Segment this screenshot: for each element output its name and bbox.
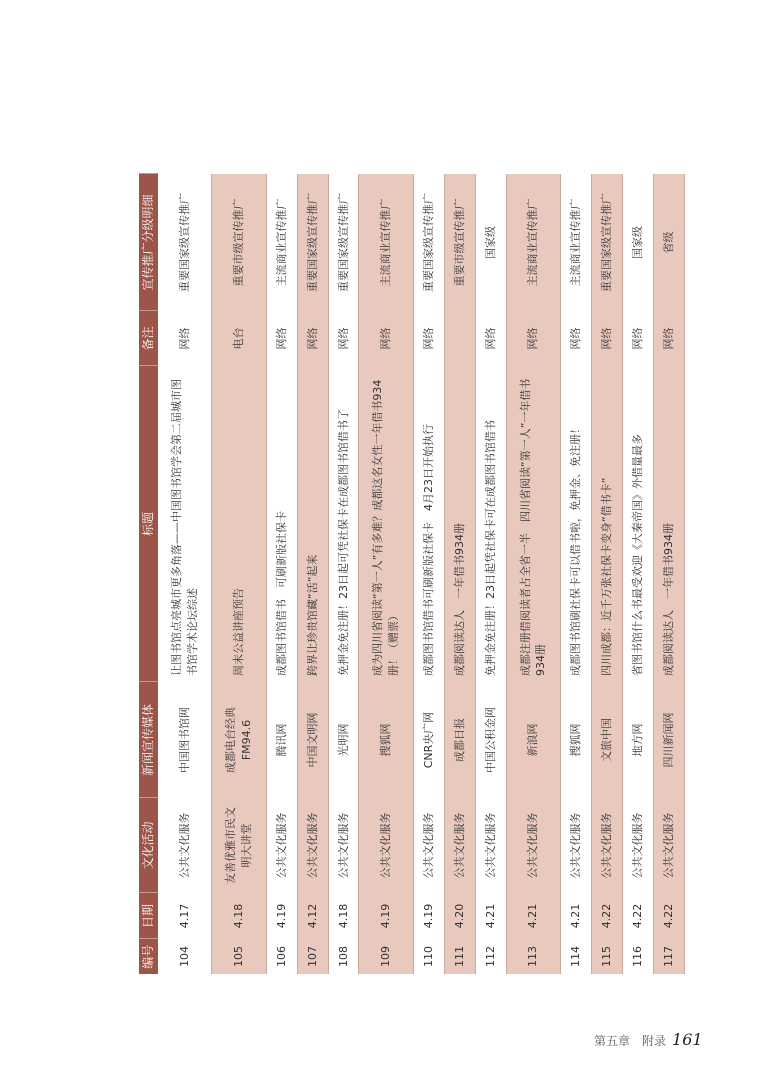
cell-no: 116 — [623, 939, 654, 974]
cell-activity: 公共文化服务 — [413, 798, 444, 893]
cell-activity: 公共文化服务 — [266, 798, 297, 893]
cell-title: 让图书馆点亮城市更多角落——中国图书馆学会第二届城市图书馆学术论坛综述 — [158, 366, 212, 682]
cell-level: 主流商业宣传推广 — [561, 174, 592, 311]
cell-media: 中国文明网 — [297, 682, 328, 798]
cell-title: 成都图书馆借书可刷新版社保卡 4月23日开始执行 — [413, 366, 444, 682]
col-header: 日期 — [139, 893, 158, 939]
cell-activity: 公共文化服务 — [653, 798, 684, 893]
cell-note: 网络 — [653, 311, 684, 366]
cell-level: 重要市级宣传推广 — [444, 174, 475, 311]
cell-media: 文旅中国 — [592, 682, 623, 798]
col-header: 文化活动 — [139, 798, 158, 893]
cell-no: 104 — [158, 939, 212, 974]
page-number: 161 — [672, 1030, 703, 1049]
cell-level: 重要国家级宣传推广 — [297, 174, 328, 311]
cell-no: 109 — [359, 939, 413, 974]
cell-media: 成都电台经典FM94.6 — [212, 682, 266, 798]
cell-media: 腾讯网 — [266, 682, 297, 798]
cell-title: 免押金免注册！23日起凭社保卡可在成都图书馆借书 — [475, 366, 506, 682]
cell-note: 网络 — [266, 311, 297, 366]
cell-note: 网络 — [359, 311, 413, 366]
cell-media: CNR央广网 — [413, 682, 444, 798]
cell-title: 免押金免注册！23日起可凭社保卡在成都图书馆借书了 — [328, 366, 359, 682]
cell-note: 网络 — [623, 311, 654, 366]
cell-note — [444, 311, 475, 366]
cell-activity: 公共文化服务 — [297, 798, 328, 893]
cell-date: 4.19 — [413, 893, 444, 939]
cell-date: 4.12 — [297, 893, 328, 939]
cell-activity: 公共文化服务 — [328, 798, 359, 893]
table-row — [623, 174, 654, 974]
cell-date: 4.19 — [359, 893, 413, 939]
cell-note: 网络 — [506, 311, 560, 366]
cell-level: 主流商业宣传推广 — [506, 174, 560, 311]
cell-no: 111 — [444, 939, 475, 974]
cell-level: 主流商业宣传推广 — [359, 174, 413, 311]
cell-no: 110 — [413, 939, 444, 974]
cell-no: 106 — [266, 939, 297, 974]
col-header: 备注 — [139, 311, 158, 366]
cell-note: 网络 — [413, 311, 444, 366]
cell-level: 重要市级宣传推广 — [212, 174, 266, 311]
cell-activity: 公共文化服务 — [158, 798, 212, 893]
cell-activity: 公共文化服务 — [592, 798, 623, 893]
cell-date: 4.20 — [444, 893, 475, 939]
cell-date: 4.22 — [623, 893, 654, 939]
cell-date: 4.22 — [653, 893, 684, 939]
cell-level: 国家级 — [623, 174, 654, 311]
cell-level: 主流商业宣传推广 — [266, 174, 297, 311]
cell-level: 国家级 — [475, 174, 506, 311]
cell-media: 中国公积金网 — [475, 682, 506, 798]
cell-date: 4.19 — [266, 893, 297, 939]
cell-media: 成都日报 — [444, 682, 475, 798]
table-row — [328, 174, 359, 974]
cell-no: 107 — [297, 939, 328, 974]
cell-title: 成为四川省阅读“第一人”有多难？成都这名女性一年借书934册！（赠票） — [359, 366, 413, 682]
page-footer — [594, 1030, 703, 1049]
cell-activity: 公共文化服务 — [444, 798, 475, 893]
cell-note: 网络 — [297, 311, 328, 366]
cell-date: 4.21 — [475, 893, 506, 939]
cell-no: 114 — [561, 939, 592, 974]
cell-media: 四川新闻网 — [653, 682, 684, 798]
cell-title: 成都阅读达人 一年借书934册 — [444, 366, 475, 682]
cell-activity: 友善优雅市民文明大讲堂 — [212, 798, 266, 893]
table-row — [158, 174, 212, 974]
col-header: 新闻宣传媒体 — [139, 682, 158, 798]
cell-activity: 公共文化服务 — [561, 798, 592, 893]
col-header: 宣传推广分级明细 — [139, 174, 158, 311]
cell-no: 105 — [212, 939, 266, 974]
table-row — [212, 174, 266, 974]
cell-title: 成都图书馆借书 可刷新版社保卡 — [266, 366, 297, 682]
chapter-label: 第五章 附录 — [594, 1034, 667, 1048]
cell-no: 108 — [328, 939, 359, 974]
cell-title: 四川成都：近千万张社保卡变身“借书卡” — [592, 366, 623, 682]
cell-media: 搜狐网 — [359, 682, 413, 798]
table-row — [506, 174, 560, 974]
col-header: 编号 — [139, 939, 158, 974]
cell-activity: 公共文化服务 — [475, 798, 506, 893]
cell-note: 网络 — [592, 311, 623, 366]
cell-title: 省图书馆什么书最受欢迎《大秦帝国》外借量最多 — [623, 366, 654, 682]
cell-title: 跨界让珍贵馆藏“活”起来 — [297, 366, 328, 682]
table-row — [413, 174, 444, 974]
cell-level: 重要国家级宣传推广 — [592, 174, 623, 311]
cell-no: 112 — [475, 939, 506, 974]
cell-title: 周末公益讲座预告 — [212, 366, 266, 682]
cell-level: 重要国家级宣传推广 — [413, 174, 444, 311]
cell-no: 113 — [506, 939, 560, 974]
table-row — [297, 174, 328, 974]
table-row — [561, 174, 592, 974]
cell-date: 4.21 — [561, 893, 592, 939]
cell-note: 电台 — [212, 311, 266, 366]
header-row — [139, 174, 158, 974]
rotated-table-wrapper — [139, 174, 685, 974]
cell-activity: 公共文化服务 — [359, 798, 413, 893]
cell-media: 地方网 — [623, 682, 654, 798]
table-row — [475, 174, 506, 974]
cell-title: 成都图书馆刷社保卡可以借书啦，免押金、免注册！ — [561, 366, 592, 682]
cell-date: 4.22 — [592, 893, 623, 939]
table-row — [266, 174, 297, 974]
cell-media: 中国图书馆网 — [158, 682, 212, 798]
table-row — [444, 174, 475, 974]
cell-media: 搜狐网 — [561, 682, 592, 798]
col-header: 标题 — [139, 366, 158, 682]
cell-note: 网络 — [475, 311, 506, 366]
table-row — [653, 174, 684, 974]
cell-level: 重要国家级宣传推广 — [158, 174, 212, 311]
table-body — [158, 174, 685, 974]
cell-date: 4.18 — [328, 893, 359, 939]
table-row — [359, 174, 413, 974]
media-coverage-table — [139, 174, 685, 975]
cell-note: 网络 — [158, 311, 212, 366]
cell-level: 重要国家级宣传推广 — [328, 174, 359, 311]
cell-activity: 公共文化服务 — [506, 798, 560, 893]
cell-date: 4.17 — [158, 893, 212, 939]
cell-title: 成都注册借阅读者占全省一半 四川省阅读“第一人”一年借书934册 — [506, 366, 560, 682]
cell-date: 4.18 — [212, 893, 266, 939]
cell-note: 网络 — [328, 311, 359, 366]
cell-no: 115 — [592, 939, 623, 974]
cell-level: 省级 — [653, 174, 684, 311]
table-row — [592, 174, 623, 974]
cell-no: 117 — [653, 939, 684, 974]
cell-media: 新浪网 — [506, 682, 560, 798]
cell-media: 光明网 — [328, 682, 359, 798]
cell-activity: 公共文化服务 — [623, 798, 654, 893]
cell-note: 网络 — [561, 311, 592, 366]
cell-title: 成都阅读达人 一年借书934册 — [653, 366, 684, 682]
cell-date: 4.21 — [506, 893, 560, 939]
